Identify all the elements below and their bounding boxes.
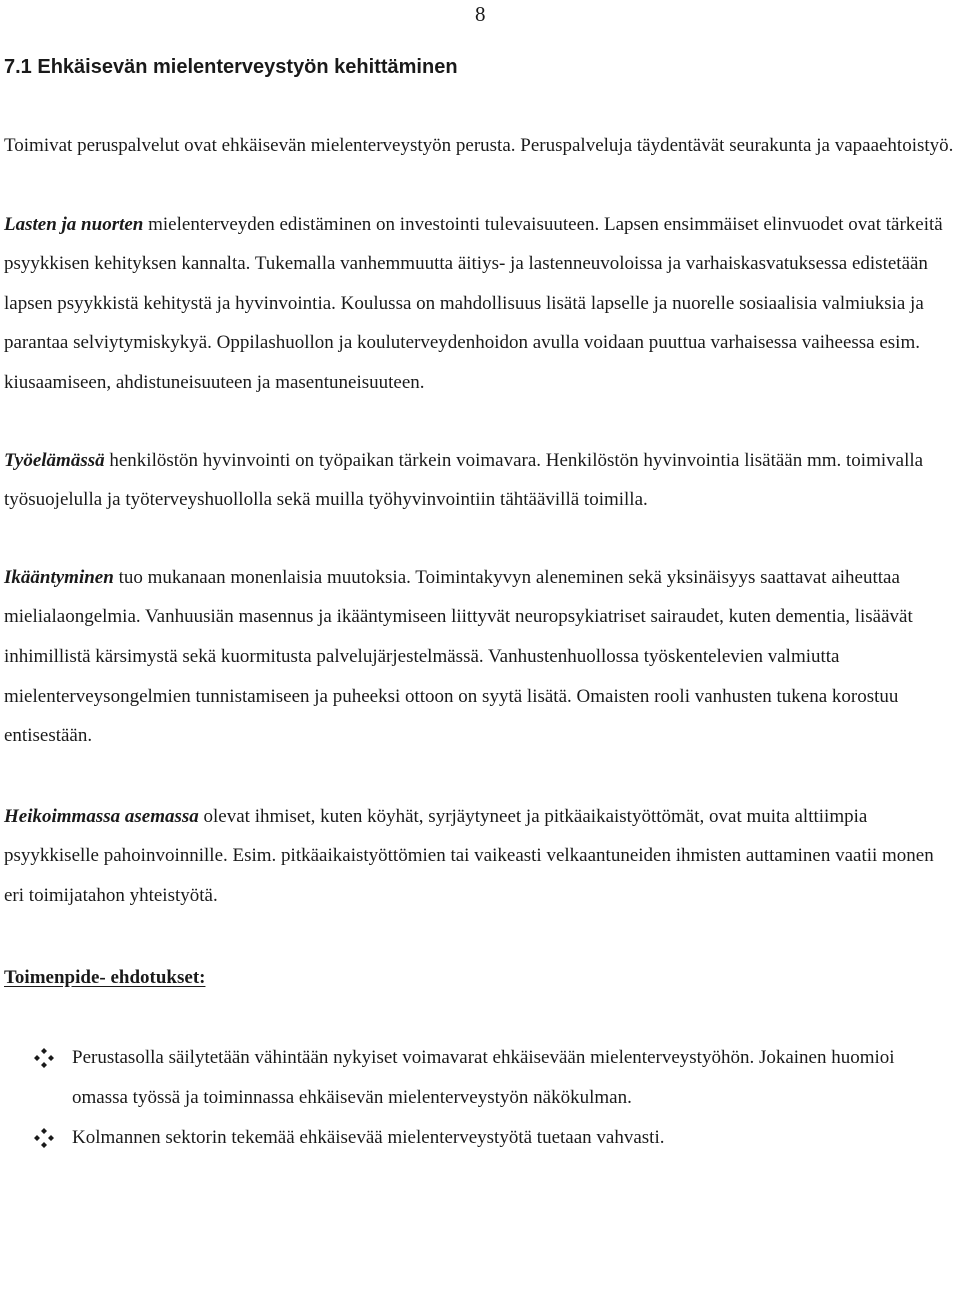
document-body xyxy=(4,126,954,1158)
paragraph-intro xyxy=(4,126,954,166)
list-item-text: Perustasolla säilytetään vähintään nykyiset voimavarat ehkäisevään mielenterveystyöhön. Jokainen huomioi omassa työssä ja toiminnassa ehkäisevän mielenterveystyön näkökulman. xyxy=(72,1046,895,1108)
paragraph-vulnerable xyxy=(4,797,954,916)
paragraph-text: olevat ihmiset, kuten köyhät, syrjäytyneet ja pitkäaikaistyöttömät, ovat muita alttiimpia psyykkiselle pahoinvoinnille. Esim. pitkäaikaistyöttömien tai vaikeasti velkaantuneiden ihmisten auttaminen vaatii monen eri toimijatahon yhteistyötä. xyxy=(4,805,934,906)
page-number: 8 xyxy=(475,2,486,26)
four-diamond-bullet-icon xyxy=(34,1128,54,1148)
paragraph-lead: Lasten ja nuorten xyxy=(4,213,144,235)
paragraph-text: tuo mukanaan monenlaisia muutoksia. Toimintakyvyn aleneminen sekä yksinäisyys saattavat aiheuttaa mielialaongelmia. Vanhuusiän masennus ja ikääntymiseen liittyvät neuropsykiatriset sairaudet, kuten dementia, lisäävät inhimillistä kärsimystä sekä kuormitusta palvelujärjestelmässä. Vanhustenhuollossa työskentelevien valmiutta mielenterveysongelmien tunnistamiseen ja puheeksi ottoon on syytä lisätä. Omaisten rooli vanhusten tukena korostuu entisestään. xyxy=(4,566,913,747)
paragraph-text: mielenterveyden edistäminen on investointi tulevaisuuteen. Lapsen ensimmäiset elinvuodet ovat tärkeitä psyykkisen kehityksen kannalta. Tukemalla vanhemmuutta äitiys- ja lastenneuvoloissa ja varhaiskasvatuksessa edistetään lapsen psyykkistä kehitystä ja hyvinvointia. Koulussa on mahdollisuus lisätä lapselle ja nuorelle sosiaalisia valmiuksia ja parantaa selviytymiskykyä. Oppilashuollon ja kouluterveydenhoidon avulla voidaan puuttua varhaisessa vaiheessa esim. kiusaamiseen, ahdistuneisuuteen ja masentuneisuuteen. xyxy=(4,213,943,393)
paragraph-text: henkilöstön hyvinvointi on työpaikan tärkein voimavara. Henkilöstön hyvinvointia lisätään mm. toimivalla työsuojelulla ja työterveyshuollolla sekä muilla työhyvinvointiin tähtäävillä toimilla. xyxy=(4,449,924,511)
list-item xyxy=(4,1118,954,1158)
proposals-list xyxy=(4,1038,954,1158)
paragraph-lead: Heikoimmassa asemassa xyxy=(4,805,199,827)
paragraph-lead: Ikääntyminen xyxy=(4,566,114,588)
paragraph-text: Toimivat peruspalvelut ovat ehkäisevän mielenterveystyön perusta. Peruspalveluja täydentävät seurakunta ja vapaaehtoistyö. xyxy=(4,135,954,156)
list-item-text: Kolmannen sektorin tekemää ehkäisevää mielenterveystyötä tuetaan vahvasti. xyxy=(72,1126,665,1148)
paragraph-lead: Työelämässä xyxy=(4,449,105,471)
list-item xyxy=(4,1038,954,1118)
proposals-title: Toimenpide- ehdotukset: xyxy=(4,966,206,988)
paragraph-children-youth xyxy=(4,205,954,403)
four-diamond-bullet-icon xyxy=(34,1048,54,1068)
paragraph-working-life xyxy=(4,441,954,520)
paragraph-ageing xyxy=(4,558,954,756)
section-heading: 7.1 Ehkäisevän mielenterveystyön kehittäminen xyxy=(4,56,458,78)
